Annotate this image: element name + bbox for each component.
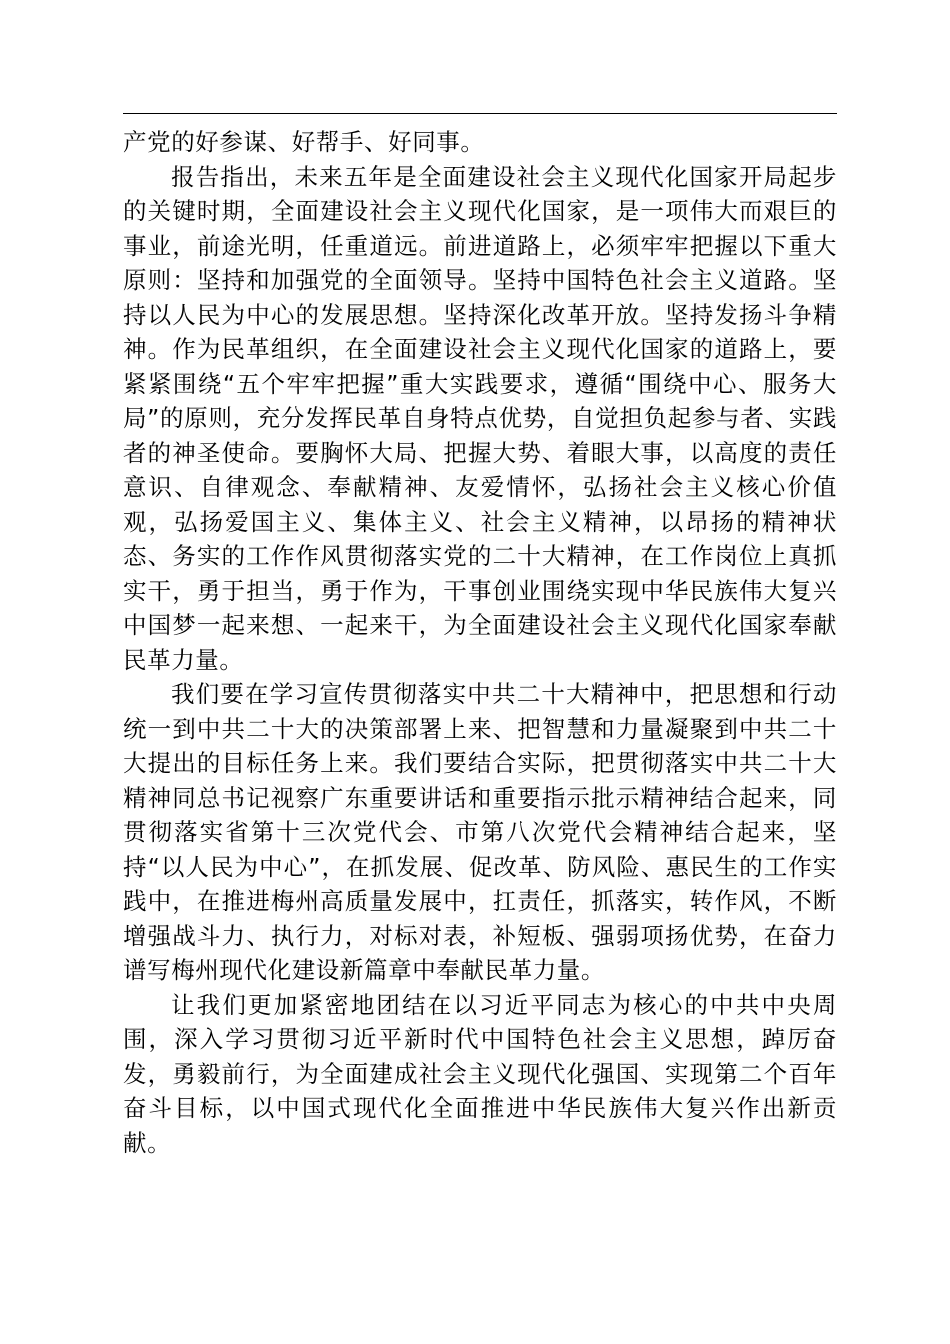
body-text <box>123 125 837 1160</box>
paragraph-closing: 让我们更加紧密地团结在以习近平同志为核心的中共中央周围，深入学习贯彻习近平新时代中国特色社会主义思想，踔厉奋发，勇毅前行，为全面建成社会主义现代化强国、实现第二个百年奋斗目标，以中国式现代化全面推进中华民族伟大复兴作出新贡献。 <box>123 990 837 1157</box>
header-rule <box>123 113 837 114</box>
paragraph-continuation: 产党的好参谋、好帮手、好同事。 <box>123 128 485 156</box>
paragraph-implementation: 我们要在学习宣传贯彻落实中共二十大精神中，把思想和行动统一到中共二十大的决策部署上来、把智慧和力量凝聚到中共二十大提出的目标任务上来。我们要结合实际，把贯彻落实中共二十大精神同总书记视察广东重要讲话和重要指示批示精神结合起来，同贯彻落实省第十三次党代会、市第八次党代会精神结合起来，坚持“以人民为中心”，在抓发展、促改革、防风险、惠民生的工作实践中，在推进梅州高质量发展中，扛责任，抓落实，转作风，不断增强战斗力、执行力，对标对表，补短板、强弱项扬优势，在奋力谱写梅州现代化建设新篇章中奉献民革力量。 <box>123 680 837 984</box>
paragraph-report-principles: 报告指出，未来五年是全面建设社会主义现代化国家开局起步的关键时期，全面建设社会主义现代化国家，是一项伟大而艰巨的事业，前途光明，任重道远。前进道路上，必须牢牢把握以下重大原则：坚持和加强党的全面领导。坚持中国特色社会主义道路。坚持以人民为中心的发展思想。坚持深化改革开放。坚持发扬斗争精神。作为民革组织，在全面建设社会主义现代化国家的道路上，要紧紧围绕“五个牢牢把握”重大实践要求，遵循“围绕中心、服务大局”的原则，充分发挥民革自身特点优势，自觉担负起参与者、实践者的神圣使命。要胸怀大局、把握大势、着眼大事，以高度的责任意识、自律观念、奉献精神、友爱情怀，弘扬社会主义核心价值观，弘扬爱国主义、集体主义、社会主义精神，以昂扬的精神状态、务实的工作作风贯彻落实党的二十大精神，在工作岗位上真抓实干，勇于担当，勇于作为，干事创业围绕实现中华民族伟大复兴中国梦一起来想、一起来干，为全面建设社会主义现代化国家奉献民革力量。 <box>123 162 837 674</box>
